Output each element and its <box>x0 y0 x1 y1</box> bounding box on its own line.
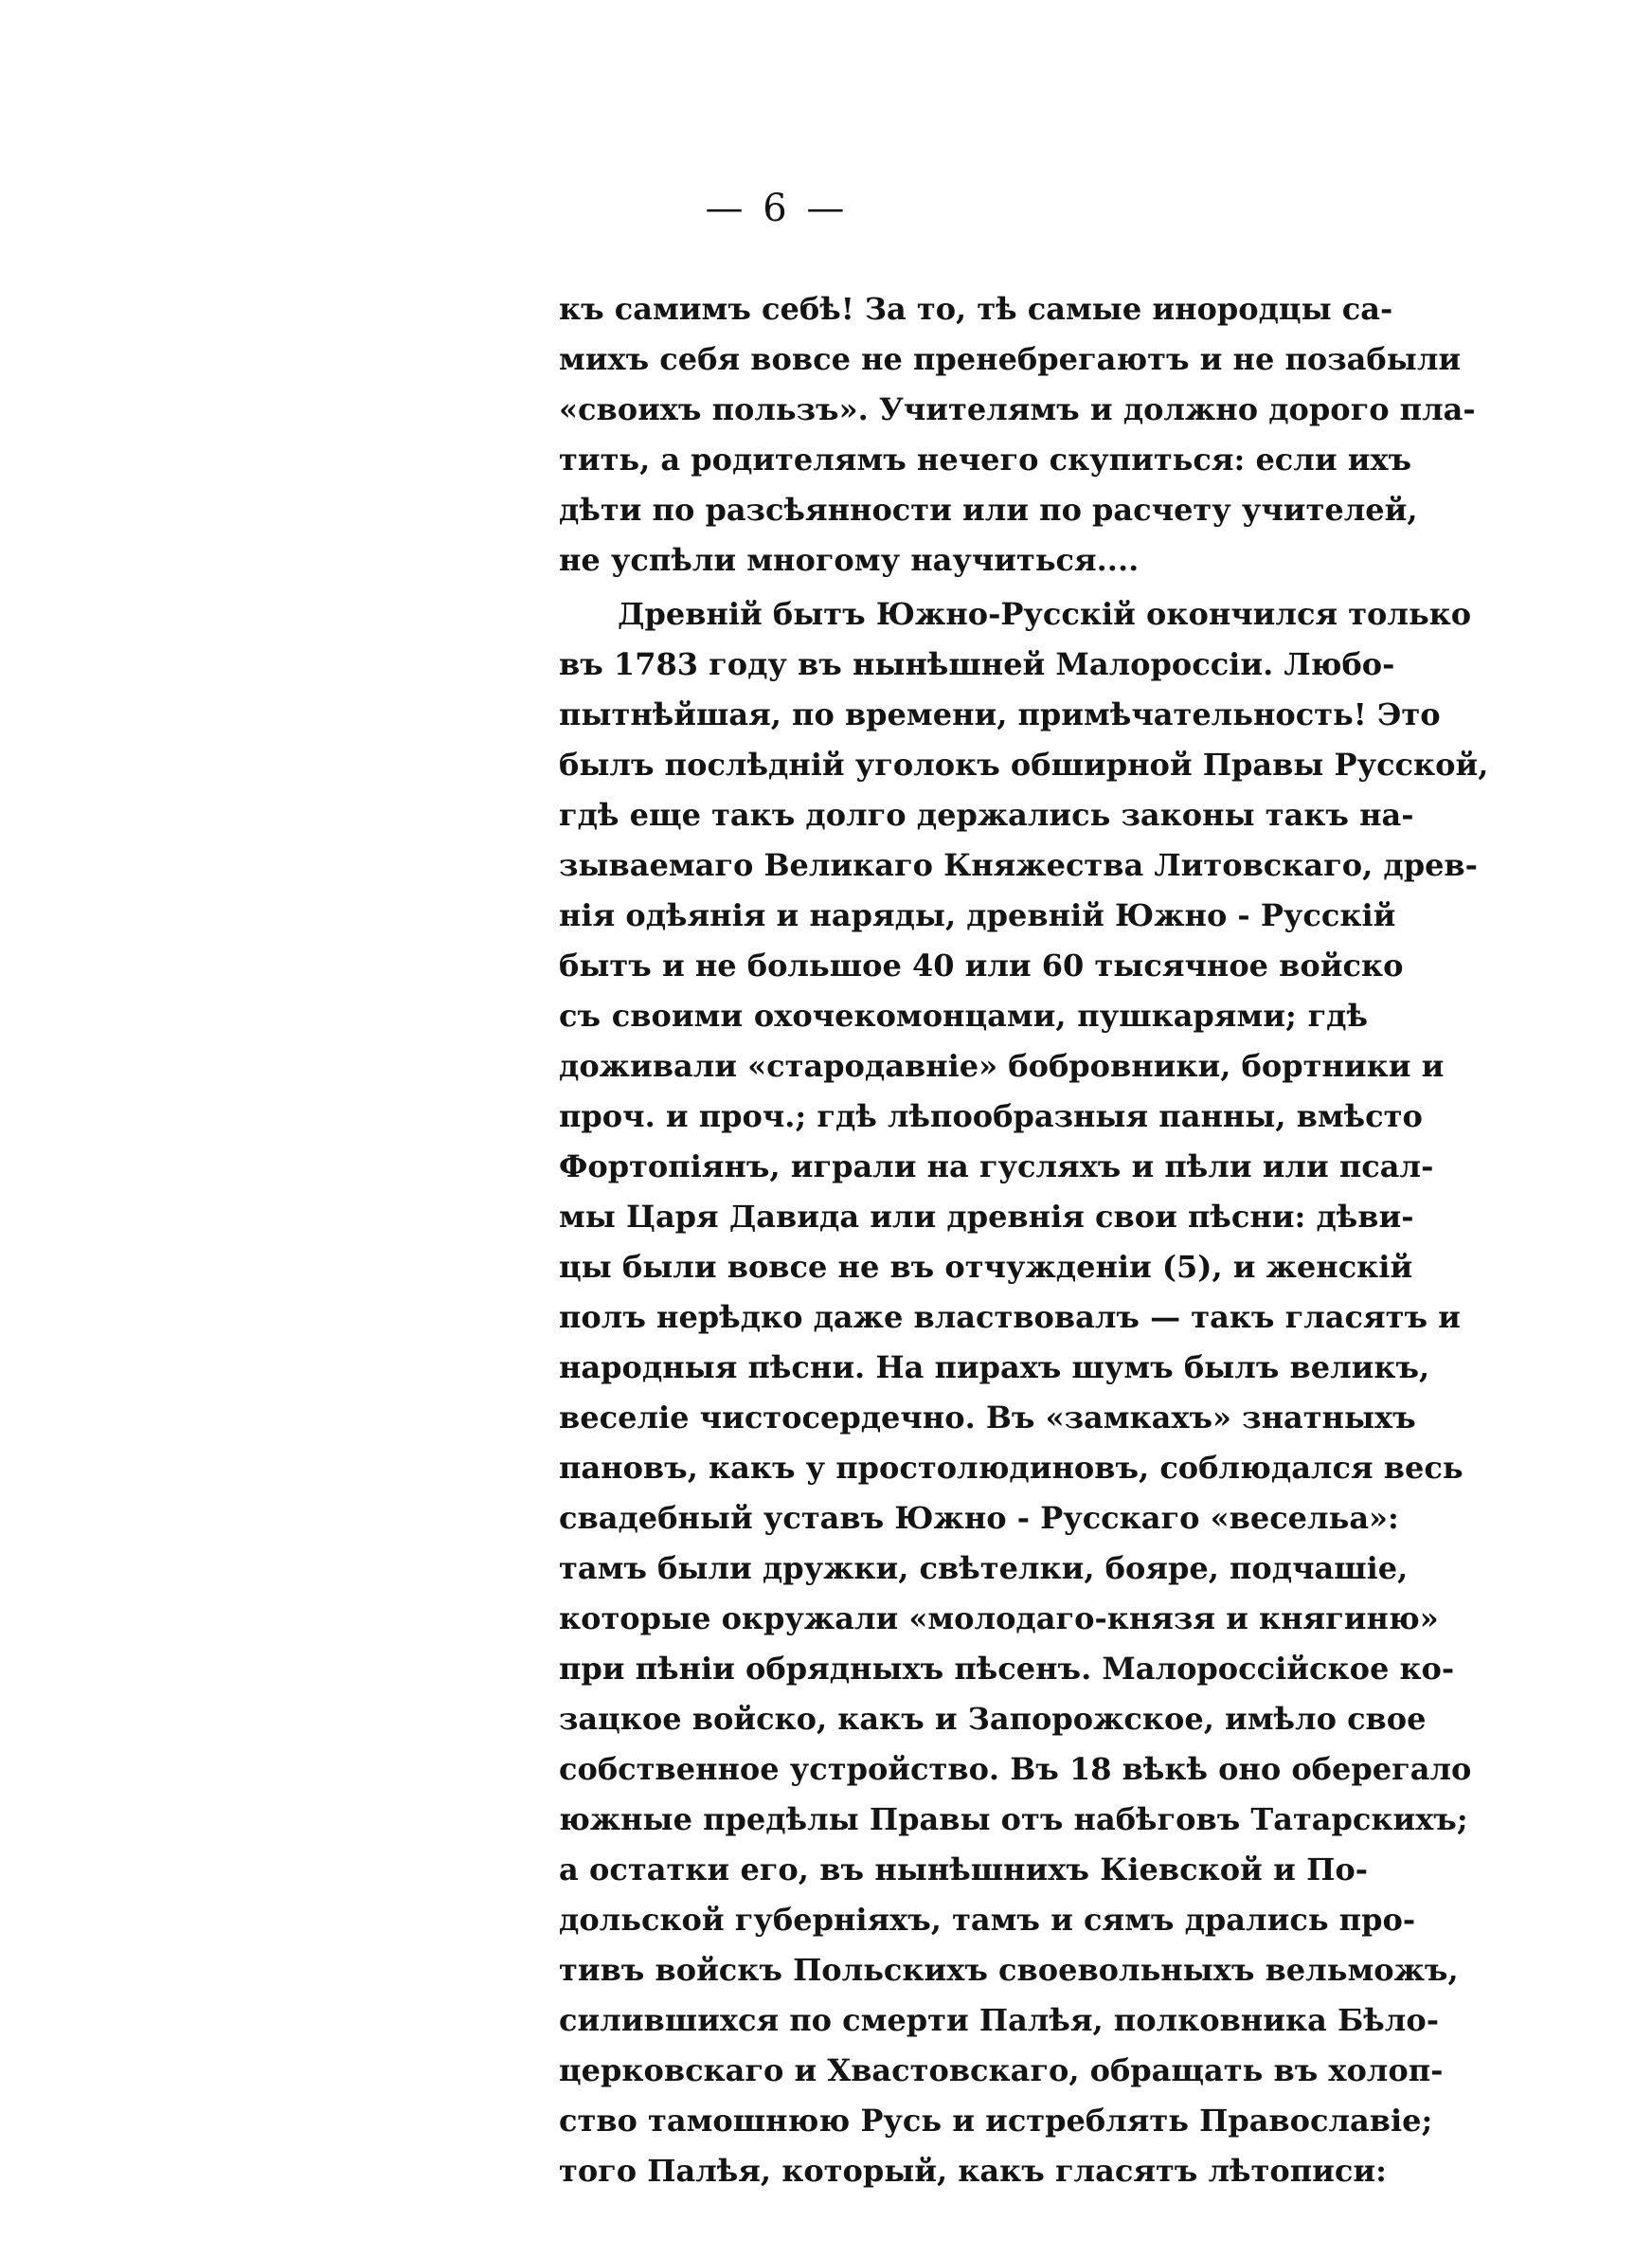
text-line: нія одѣянія и наряды, древній Южно - Русскій <box>559 897 1396 933</box>
text-line: народныя пѣсни. На пирахъ шумъ былъ великъ, <box>559 1349 1430 1385</box>
paragraph-1 <box>559 284 1476 586</box>
text-line: веселіе чистосердечно. Въ «замкахъ» знатныхъ <box>559 1399 1416 1435</box>
text-line: въ 1783 году въ нынѣшней Малороссіи. Любо- <box>559 646 1395 682</box>
text-line: собственное устройство. Въ 18 вѣкѣ оно оберегало <box>559 1751 1472 1787</box>
text-line: пановъ, какъ у простолюдиновъ, соблюдался весь <box>559 1450 1463 1486</box>
text-line: полъ нерѣдко даже властвовалъ — такъ гласятъ и <box>559 1299 1461 1335</box>
text-line: былъ послѣдній уголокъ обширной Правы Русской, <box>559 747 1489 783</box>
text-line: которые окружали «молодаго-князя и княгиню» <box>559 1600 1439 1636</box>
text-line: мы Царя Давида или древнія свои пѣсни: дѣви- <box>559 1199 1414 1235</box>
text-line: свадебный уставъ Южно - Русскаго «весельа»: <box>559 1500 1399 1536</box>
text-line: «своихъ пользъ». Учителямъ и должно дорого пла- <box>559 391 1476 427</box>
text-line: силившихся по смерти Палѣя, полковника Бѣло- <box>559 2002 1439 2038</box>
text-line: зываемаго Великаго Княжества Литовскаго, древ- <box>559 847 1478 883</box>
text-line: цы были вовсе не въ отчужденіи (5), и женскій <box>559 1249 1413 1285</box>
paragraph-2 <box>559 589 1489 2196</box>
text-line: доживали «стародавніе» бобровники, бортники и <box>559 1048 1445 1084</box>
text-line: зацкое войско, какъ и Запорожское, имѣло свое <box>559 1701 1427 1737</box>
text-line: Фортопіянъ, играли на гусляхъ и пѣли или псал- <box>559 1148 1434 1184</box>
page-number: — 6 — <box>705 187 849 230</box>
text-line: къ самимъ себѣ! За то, тѣ самые инородцы са- <box>559 291 1393 327</box>
text-line: тить, а родителямъ нечего скупиться: если ихъ <box>559 442 1412 478</box>
text-line: дольской губерніяхъ, тамъ и сямъ дрались про- <box>559 1902 1416 1938</box>
text-line: пытнѣйшая, по времени, примѣчательность! Это <box>559 696 1441 732</box>
text-line: не успѣли многому научиться.... <box>559 542 1140 578</box>
text-line: того Палѣя, который, какъ гласятъ лѣтописи: <box>559 2153 1387 2189</box>
text-line: гдѣ еще такъ долго держались законы такъ на- <box>559 797 1414 833</box>
text-line: съ своими охочекомонцами, пушкарями; гдѣ <box>559 998 1368 1034</box>
text-line: тивъ войскъ Польскихъ своевольныхъ вельможъ, <box>559 1952 1459 1988</box>
text-line: тамъ были дружки, свѣтелки, бояре, подчашіе, <box>559 1550 1409 1586</box>
text-line: а остатки его, въ нынѣшнихъ Кіевской и По- <box>559 1851 1368 1887</box>
text-line: Древній бытъ Южно-Русскій окончился только <box>618 596 1472 632</box>
body-text <box>559 284 1489 2196</box>
text-line: михъ себя вовсе не пренебрегаютъ и не позабыли <box>559 341 1462 377</box>
text-line: церковскаго и Хвастовскаго, обращать въ холоп- <box>559 2052 1444 2088</box>
text-line: южные предѣлы Правы отъ набѣговъ Татарскихъ; <box>559 1801 1468 1837</box>
text-line: проч. и проч.; гдѣ лѣпообразныя панны, вмѣсто <box>559 1098 1423 1134</box>
text-line: дѣти по разсѣянности или по расчету учителей, <box>559 492 1418 528</box>
text-line: ство тамошнюю Русь и истреблять Православіе; <box>559 2103 1433 2139</box>
text-line: бытъ и не большое 40 или 60 тысячное войско <box>559 948 1404 984</box>
text-line: при пѣніи обрядныхъ пѣсенъ. Малороссійское ко- <box>559 1651 1455 1687</box>
